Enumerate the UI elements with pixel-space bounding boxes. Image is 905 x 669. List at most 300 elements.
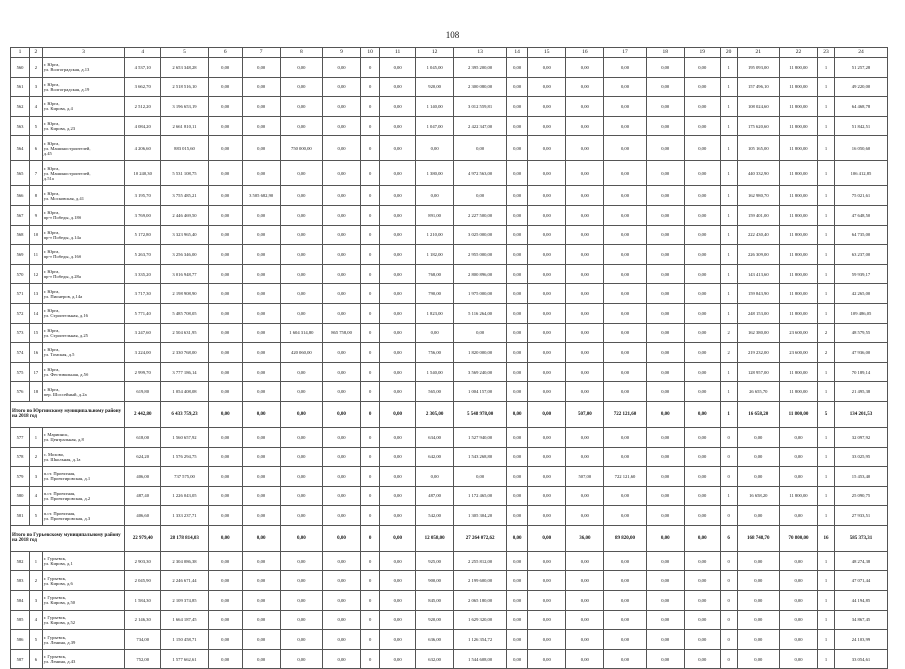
value-cell: 0,00 <box>684 467 720 487</box>
address-cell <box>42 571 125 591</box>
address-cell <box>42 551 125 571</box>
value-cell: 28 178 814,03 <box>161 525 209 551</box>
value-cell: 64 468,78 <box>834 97 887 117</box>
row-index: 1 <box>30 427 43 447</box>
value-cell: 2 <box>818 323 835 343</box>
value-cell: 1 <box>818 486 835 506</box>
value-cell: 1 <box>818 264 835 284</box>
value-cell: 0,00 <box>566 551 604 571</box>
value-cell: 26 655,70 <box>737 382 779 402</box>
column-header: 2 <box>30 48 43 58</box>
value-cell: 0,00 <box>280 186 322 206</box>
value-cell: 406,00 <box>125 467 161 487</box>
value-cell: 0,00 <box>507 467 528 487</box>
row-number: 571 <box>11 284 30 304</box>
table-row <box>11 362 888 382</box>
row-index: 1 <box>30 551 43 571</box>
column-header: 7 <box>242 48 280 58</box>
value-cell: 0,00 <box>454 467 507 487</box>
address-line: д.45 <box>43 150 52 156</box>
value-cell: 0,00 <box>646 245 684 265</box>
value-cell: 0,00 <box>604 551 646 571</box>
value-cell: 0,00 <box>323 630 361 650</box>
value-cell: 0,00 <box>604 610 646 630</box>
value-cell: 0,00 <box>684 136 720 161</box>
column-header: 12 <box>416 48 454 58</box>
value-cell: 618,00 <box>125 427 161 447</box>
value-cell: 0,00 <box>454 136 507 161</box>
value-cell: 0,00 <box>380 116 416 136</box>
value-cell: 0,00 <box>528 506 566 526</box>
value-cell: 0,00 <box>280 225 322 245</box>
value-cell: 0,00 <box>566 506 604 526</box>
value-cell: 0,00 <box>604 136 646 161</box>
value-cell: 162 980,70 <box>737 186 779 206</box>
value-cell: 0 <box>361 77 380 97</box>
value-cell: 1 <box>818 630 835 650</box>
address-line: г. Мариинск, <box>43 432 69 438</box>
value-cell: 0,00 <box>646 506 684 526</box>
address-cell <box>42 264 125 284</box>
value-cell: 59 939,17 <box>834 264 887 284</box>
value-cell: 0,00 <box>208 136 242 161</box>
value-cell: 2 800 896,00 <box>454 264 507 284</box>
value-cell: 0,00 <box>280 77 322 97</box>
value-cell: 0,00 <box>684 382 720 402</box>
value-cell: 0,00 <box>684 551 720 571</box>
value-cell: 0,00 <box>208 525 242 551</box>
value-cell: 1 <box>818 225 835 245</box>
address-line: д.51а <box>43 175 54 181</box>
row-index: 15 <box>30 323 43 343</box>
value-cell: 0,00 <box>280 486 322 506</box>
value-cell: 0,00 <box>604 186 646 206</box>
value-cell: 0,00 <box>566 58 604 78</box>
value-cell: 0,00 <box>242 401 280 427</box>
value-cell: 0,00 <box>323 343 361 363</box>
value-cell: 0,00 <box>242 205 280 225</box>
table-row <box>11 284 888 304</box>
value-cell: 0,00 <box>208 58 242 78</box>
value-cell: 1 <box>720 186 737 206</box>
value-cell: 47 071,44 <box>834 571 887 591</box>
value-cell: 0,00 <box>646 447 684 467</box>
value-cell: 0,00 <box>566 284 604 304</box>
table-row <box>11 447 888 467</box>
value-cell: 0,00 <box>604 427 646 447</box>
value-cell: 565,00 <box>416 382 454 402</box>
value-cell: 0,00 <box>208 447 242 467</box>
value-cell: 0,00 <box>566 245 604 265</box>
value-cell: 0,00 <box>507 245 528 265</box>
value-cell: 11 800,00 <box>779 136 817 161</box>
value-cell: 487,00 <box>416 486 454 506</box>
address-line: ул. Проектировская, д.2 <box>43 495 91 501</box>
value-cell: 0,00 <box>528 401 566 427</box>
value-cell: 0 <box>720 591 737 611</box>
row-number: 587 <box>11 649 30 669</box>
value-cell: 0,00 <box>323 303 361 323</box>
value-cell: 0,00 <box>646 116 684 136</box>
value-cell: 0,00 <box>323 136 361 161</box>
value-cell: 0,00 <box>528 116 566 136</box>
address-line: ул. Волгоградская, д.19 <box>43 86 90 92</box>
value-cell: 3 717,30 <box>125 284 161 304</box>
value-cell: 0,00 <box>646 303 684 323</box>
value-cell: 16 050,60 <box>834 136 887 161</box>
value-cell: 24 103,99 <box>834 630 887 650</box>
row-number: 566 <box>11 186 30 206</box>
value-cell: 134 201,53 <box>834 401 887 427</box>
value-cell: 0,00 <box>416 136 454 161</box>
value-cell: 0,00 <box>323 116 361 136</box>
value-cell: 1 <box>818 303 835 323</box>
value-cell: 0,00 <box>380 427 416 447</box>
value-cell: 3 256 346,00 <box>161 245 209 265</box>
row-index: 10 <box>30 225 43 245</box>
value-cell: 0 <box>720 551 737 571</box>
address-cell <box>42 610 125 630</box>
value-cell: 5 116 264,00 <box>454 303 507 323</box>
value-cell: 6 <box>720 525 737 551</box>
address-line: г. Юрга, <box>43 165 60 171</box>
value-cell: 0,00 <box>646 161 684 186</box>
value-cell: 0,00 <box>604 77 646 97</box>
value-cell: 5 172,80 <box>125 225 161 245</box>
address-line: г. Юрга, <box>43 210 60 216</box>
value-cell: 0,00 <box>684 649 720 669</box>
value-cell: 3 012 559,81 <box>454 97 507 117</box>
address-line: г. Гурьевск, <box>43 575 67 581</box>
address-line: г. Юрга, <box>43 288 60 294</box>
value-cell: 0,00 <box>528 284 566 304</box>
value-cell: 0,00 <box>779 610 817 630</box>
value-cell: 0,00 <box>779 630 817 650</box>
value-cell: 0,00 <box>684 116 720 136</box>
table-row <box>11 551 888 571</box>
value-cell: 0,00 <box>566 630 604 650</box>
value-cell: 3 025 000,00 <box>454 225 507 245</box>
value-cell: 0,00 <box>208 264 242 284</box>
value-cell: 0,00 <box>604 205 646 225</box>
row-number: 568 <box>11 225 30 245</box>
value-cell: 0,00 <box>208 97 242 117</box>
value-cell: 0,00 <box>507 58 528 78</box>
value-cell: 0,00 <box>779 427 817 447</box>
address-cell <box>42 186 125 206</box>
value-cell: 0,00 <box>323 506 361 526</box>
address-cell <box>42 205 125 225</box>
address-line: ул. Томская, д.5 <box>43 352 75 358</box>
value-cell: 0,00 <box>684 225 720 245</box>
value-cell: 0,00 <box>737 610 779 630</box>
table-row <box>11 610 888 630</box>
value-cell: 0 <box>361 401 380 427</box>
value-cell: 0,00 <box>416 323 454 343</box>
value-cell: 0,00 <box>380 447 416 467</box>
value-cell: 0,00 <box>604 506 646 526</box>
value-cell: 3 769,00 <box>125 205 161 225</box>
table-row <box>11 186 888 206</box>
value-cell: 2 903,30 <box>125 551 161 571</box>
value-cell: 0,00 <box>380 551 416 571</box>
table-row <box>11 58 888 78</box>
value-cell: 0,00 <box>454 323 507 343</box>
value-cell: 0,00 <box>323 525 361 551</box>
row-index: 4 <box>30 610 43 630</box>
value-cell: 0 <box>720 649 737 669</box>
address-line: ул. Кирова, д.23 <box>43 126 76 132</box>
value-cell: 0,00 <box>604 486 646 506</box>
row-index: 14 <box>30 303 43 323</box>
value-cell: 0,00 <box>684 245 720 265</box>
value-cell: 2 <box>818 343 835 363</box>
table-row <box>11 467 888 487</box>
value-cell: 0,00 <box>208 382 242 402</box>
value-cell: 11 800,00 <box>779 362 817 382</box>
value-cell: 0,00 <box>566 362 604 382</box>
address-cell <box>42 245 125 265</box>
value-cell: 0,00 <box>737 630 779 650</box>
address-line: ул. Кирова, д.52 <box>43 619 76 625</box>
value-cell: 0,00 <box>684 630 720 650</box>
value-cell: 0,00 <box>737 591 779 611</box>
value-cell: 2 <box>720 343 737 363</box>
value-cell: 0,00 <box>208 630 242 650</box>
row-number: 586 <box>11 630 30 650</box>
address-cell <box>42 323 125 343</box>
value-cell: 2 198 908,90 <box>161 284 209 304</box>
value-cell: 0,00 <box>280 401 322 427</box>
row-index: 3 <box>30 467 43 487</box>
value-cell: 0,00 <box>380 649 416 669</box>
value-cell: 0,00 <box>566 97 604 117</box>
value-cell: 34 867,45 <box>834 610 887 630</box>
value-cell: 0,00 <box>646 401 684 427</box>
value-cell: 4 972 563,00 <box>454 161 507 186</box>
value-cell: 0,00 <box>242 136 280 161</box>
address-cell <box>42 506 125 526</box>
value-cell: 636,00 <box>416 630 454 650</box>
row-number: 570 <box>11 264 30 284</box>
value-cell: 1 380,00 <box>416 161 454 186</box>
value-cell: 0,00 <box>566 447 604 467</box>
value-cell: 1 <box>720 161 737 186</box>
value-cell: 440 332,90 <box>737 161 779 186</box>
address-cell <box>42 486 125 506</box>
value-cell: 0,00 <box>280 525 322 551</box>
value-cell: 542,00 <box>416 506 454 526</box>
value-cell: 0,00 <box>684 161 720 186</box>
value-cell: 5 531 108,75 <box>161 161 209 186</box>
value-cell: 0,00 <box>604 571 646 591</box>
address-line: ул. Московская, д.41 <box>43 195 84 201</box>
value-cell: 0,00 <box>646 649 684 669</box>
value-cell: 33 054,61 <box>834 649 887 669</box>
value-cell: 0,00 <box>737 447 779 467</box>
value-cell: 1 <box>818 591 835 611</box>
value-cell: 2 227 500,00 <box>454 205 507 225</box>
row-index: 18 <box>30 382 43 402</box>
subtotal-label: Итого по Гурьевскому муниципальному району на 2018 год <box>11 525 125 551</box>
address-line: г. Юрга, <box>43 121 60 127</box>
row-number: 564 <box>11 136 30 161</box>
value-cell: 5 771,40 <box>125 303 161 323</box>
value-cell: 0,00 <box>507 591 528 611</box>
value-cell: 0,00 <box>323 427 361 447</box>
row-number: 584 <box>11 591 30 611</box>
row-index: 5 <box>30 630 43 650</box>
value-cell: 2 518 516,10 <box>161 77 209 97</box>
value-cell: 0,00 <box>604 362 646 382</box>
value-cell: 0,00 <box>604 382 646 402</box>
address-line: пер. Шоссейный, д.2а <box>43 391 87 397</box>
value-cell: 0,00 <box>528 467 566 487</box>
value-cell: 0,00 <box>779 467 817 487</box>
value-cell: 845,00 <box>416 591 454 611</box>
value-cell: 15 453,40 <box>834 467 887 487</box>
row-number: 565 <box>11 161 30 186</box>
value-cell: 0,00 <box>380 284 416 304</box>
row-index: 4 <box>30 97 43 117</box>
row-index: 6 <box>30 649 43 669</box>
value-cell: 0,00 <box>604 343 646 363</box>
value-cell: 0,00 <box>280 303 322 323</box>
value-cell: 1 <box>720 264 737 284</box>
row-index: 16 <box>30 343 43 363</box>
address-line: ул. Центральная, д.8 <box>43 437 84 443</box>
value-cell: 1 <box>818 382 835 402</box>
value-cell: 0,00 <box>528 136 566 161</box>
value-cell: 0,00 <box>566 382 604 402</box>
value-cell: 0,00 <box>604 264 646 284</box>
value-cell: 0,00 <box>779 551 817 571</box>
address-line: г. Юрга, <box>43 327 60 333</box>
value-cell: 0,00 <box>208 610 242 630</box>
address-line: ул. Кирова, д.1 <box>43 561 73 567</box>
column-header: 10 <box>361 48 380 58</box>
value-cell: 0,00 <box>507 447 528 467</box>
value-cell: 0,00 <box>208 186 242 206</box>
value-cell: 0,00 <box>528 245 566 265</box>
value-cell: 1 <box>720 401 737 427</box>
value-cell: 1 <box>720 362 737 382</box>
value-cell: 0,00 <box>779 571 817 591</box>
value-cell: 0,00 <box>416 186 454 206</box>
value-cell: 0,00 <box>380 136 416 161</box>
value-cell: 106 412,85 <box>834 161 887 186</box>
table-row <box>11 225 888 245</box>
subtotal-row <box>11 525 888 551</box>
value-cell: 47 648,50 <box>834 205 887 225</box>
value-cell: 105 165,00 <box>737 136 779 161</box>
value-cell: 11 800,00 <box>779 245 817 265</box>
address-line: пр-т Победы, д.28а <box>43 274 81 280</box>
value-cell: 0,00 <box>646 225 684 245</box>
row-number: 560 <box>11 58 30 78</box>
value-cell: 0,00 <box>208 551 242 571</box>
value-cell: 1 <box>818 467 835 487</box>
value-cell: 1 140,00 <box>416 97 454 117</box>
value-cell: 752,00 <box>125 649 161 669</box>
column-header: 15 <box>528 48 566 58</box>
value-cell: 75 021,61 <box>834 186 887 206</box>
value-cell: 2 653 348,28 <box>161 58 209 78</box>
value-cell: 11 800,00 <box>779 97 817 117</box>
value-cell: 1 054 408,08 <box>161 382 209 402</box>
value-cell: 0,00 <box>242 161 280 186</box>
value-cell: 0,00 <box>380 362 416 382</box>
column-header: 3 <box>42 48 125 58</box>
value-cell: 0 <box>361 467 380 487</box>
address-line: г. Юрга, <box>43 140 60 146</box>
value-cell: 1 <box>818 284 835 304</box>
value-cell: 0,00 <box>242 382 280 402</box>
value-cell: 0,00 <box>684 362 720 382</box>
value-cell: 0,00 <box>646 284 684 304</box>
value-cell: 0,00 <box>380 610 416 630</box>
value-cell: 0 <box>361 136 380 161</box>
value-cell: 1 <box>720 225 737 245</box>
value-cell: 0,00 <box>684 486 720 506</box>
value-cell: 0,00 <box>604 58 646 78</box>
value-cell: 0,00 <box>684 591 720 611</box>
value-cell: 0,00 <box>323 245 361 265</box>
value-cell: 0,00 <box>242 630 280 650</box>
value-cell: 0,00 <box>528 303 566 323</box>
value-cell: 2 512,20 <box>125 97 161 117</box>
value-cell: 2 999,70 <box>125 362 161 382</box>
address-line: г. Гурьевск, <box>43 595 67 601</box>
value-cell: 1 <box>818 610 835 630</box>
address-line: ул. Пионеров, д.14а <box>43 293 83 299</box>
value-cell: 0,00 <box>684 58 720 78</box>
value-cell: 0,00 <box>604 161 646 186</box>
column-header: 17 <box>604 48 646 58</box>
address-line: ул. Машиностроителей, <box>43 170 91 176</box>
value-cell: 0,00 <box>323 77 361 97</box>
value-cell: 0,00 <box>528 525 566 551</box>
value-cell: 920,00 <box>416 77 454 97</box>
value-cell: 420 060,00 <box>280 343 322 363</box>
address-cell <box>42 382 125 402</box>
value-cell: 0,00 <box>646 136 684 161</box>
column-header: 4 <box>125 48 161 58</box>
value-cell: 0,00 <box>280 571 322 591</box>
address-line: г. Юрга, <box>43 101 60 107</box>
column-header: 22 <box>779 48 817 58</box>
row-index: 5 <box>30 116 43 136</box>
value-cell: 0,00 <box>208 225 242 245</box>
value-cell: 12 058,00 <box>416 525 454 551</box>
page-number: 108 <box>445 30 460 40</box>
value-cell: 1 305 304,20 <box>454 506 507 526</box>
value-cell: 0,00 <box>507 401 528 427</box>
value-cell: 159 401,00 <box>737 205 779 225</box>
value-cell: 920,00 <box>416 610 454 630</box>
address-line: п.ст. Проектная, <box>43 490 76 496</box>
value-cell: 0,00 <box>604 323 646 343</box>
value-cell: 0 <box>361 649 380 669</box>
value-cell: 0,00 <box>208 77 242 97</box>
value-cell: 10 240,30 <box>125 161 161 186</box>
value-cell: 0,00 <box>684 205 720 225</box>
value-cell: 0,00 <box>242 486 280 506</box>
column-header: 19 <box>684 48 720 58</box>
value-cell: 722 121,60 <box>604 467 646 487</box>
table-row <box>11 136 888 161</box>
value-cell: 0,00 <box>566 205 604 225</box>
